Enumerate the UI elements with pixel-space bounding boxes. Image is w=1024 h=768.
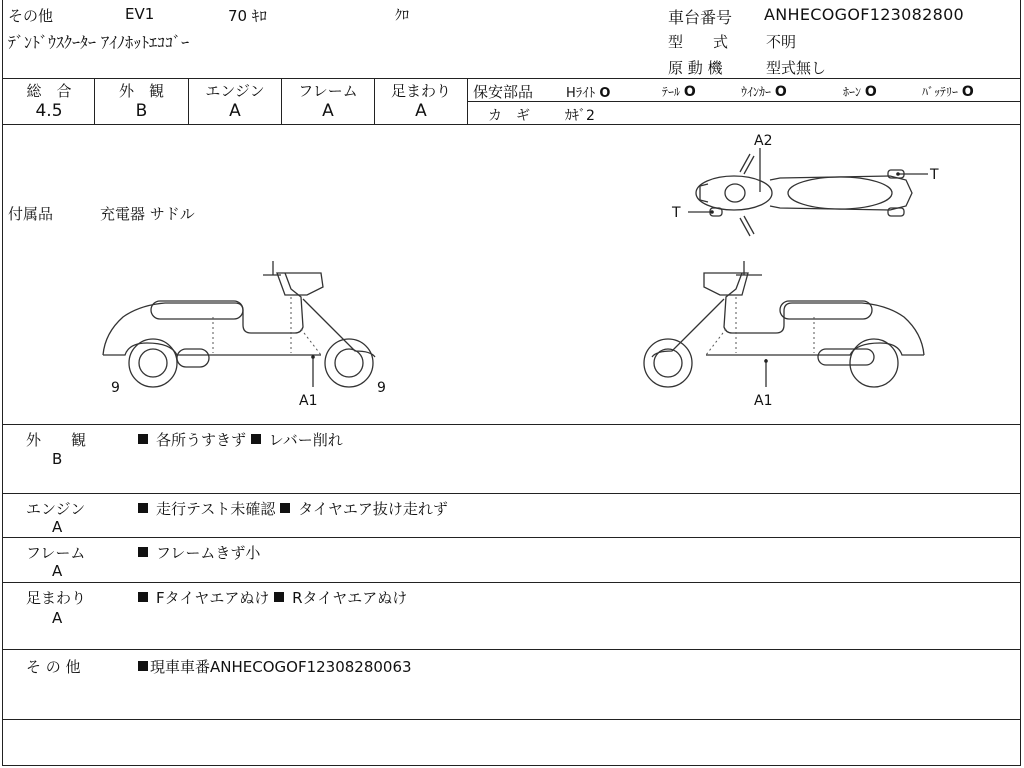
grade-divider <box>467 78 468 124</box>
front-wheel <box>325 339 373 387</box>
check-mark: O <box>683 84 696 100</box>
check-mark: O <box>864 84 877 100</box>
grade-value-engine: A <box>229 101 241 121</box>
grade-value-overall: 4.5 <box>35 101 63 121</box>
grade-value-suspension: A <box>415 101 427 121</box>
grade-value-exterior: B <box>135 101 148 121</box>
remark-title-frame: フレーム <box>26 544 86 562</box>
safety-item-headlight: Hﾗｲﾄ O <box>566 86 611 101</box>
grade-value-frame: A <box>322 101 334 121</box>
motor <box>818 349 874 365</box>
remark-title-engine: エンジン <box>26 500 86 518</box>
floor-body <box>770 176 912 210</box>
label-9-front: 9 <box>377 380 386 396</box>
label-9-rear: 9 <box>111 380 120 396</box>
front-hub <box>335 349 363 377</box>
rear-wheel <box>850 339 898 387</box>
remark-grade-engine: A <box>52 518 63 536</box>
check-mark: O <box>599 86 611 101</box>
remark-grade-suspension: A <box>52 609 63 627</box>
grade-label-engine: エンジン <box>205 82 265 100</box>
engine-type-value: 型式無し <box>766 59 827 77</box>
rule-remarks-top <box>2 424 1021 425</box>
bullet <box>138 592 148 602</box>
remark-notes-exterior: 各所うすきず レバー削れ <box>138 429 343 450</box>
front-cowl <box>652 299 724 357</box>
frame-number-value: ANHECOGOF123082800 <box>764 5 965 24</box>
remark-title-other: そ の 他 <box>26 658 81 676</box>
label-t-right: T <box>930 167 939 183</box>
rule-safety-mid <box>467 101 1021 102</box>
dot <box>311 355 315 359</box>
grade-label-suspension: 足まわり <box>390 82 451 100</box>
frame-dashes <box>706 297 814 355</box>
front-cowl <box>303 299 375 357</box>
seat <box>151 301 243 319</box>
headlight-top <box>725 184 745 202</box>
rule-remarks <box>2 493 1021 494</box>
mileage: 70 ｷﾛ <box>228 7 267 25</box>
check-mark: O <box>961 84 974 100</box>
scooter-right-view <box>632 255 932 415</box>
dot <box>710 210 714 214</box>
type-label: 型 式 <box>668 33 729 51</box>
dot <box>764 359 768 363</box>
label-a2: A2 <box>754 133 773 149</box>
bullet <box>138 434 148 444</box>
engine-type-label: 原 動 機 <box>668 59 723 77</box>
remark-title-suspension: 足まわり <box>26 589 87 607</box>
grade-label-frame: フレーム <box>298 82 358 100</box>
remark-notes-other: 現車車番ANHECOGOF12308280063 <box>138 656 412 677</box>
body-outline <box>724 273 924 355</box>
bullet <box>251 434 261 444</box>
remark-notes-suspension: Fタイヤエアぬけ Rタイヤエアぬけ <box>138 587 407 608</box>
remark-title-exterior: 外 観 <box>26 431 87 449</box>
remark-grade-exterior: B <box>52 450 63 468</box>
dot <box>896 172 900 176</box>
body-outline <box>103 273 303 355</box>
remark-notes-engine: 走行テスト未確認 タイヤエア抜け走れず <box>138 498 448 519</box>
grade-label-exterior: 外 観 <box>118 82 164 100</box>
key-label: カ ギ <box>488 108 530 124</box>
scooter-left-view <box>95 255 395 415</box>
rule-remarks <box>2 649 1021 650</box>
type-value: 不明 <box>766 33 797 51</box>
check-mark: O <box>774 84 787 100</box>
color: ｸﾛ <box>395 8 409 24</box>
handlebar-bottom <box>740 216 754 236</box>
motor <box>177 349 209 367</box>
bullet <box>138 547 148 557</box>
rule-grades-top <box>2 78 1021 79</box>
seat-top <box>788 177 892 209</box>
headset <box>277 273 323 295</box>
safety-item-tail: ﾃｰﾙ O <box>662 84 696 100</box>
label-t-left: T <box>672 205 681 221</box>
scooter-top-view <box>660 130 960 240</box>
remark-grade-frame: A <box>52 562 63 580</box>
rear-wheel <box>129 339 177 387</box>
seat <box>780 301 872 319</box>
bullet <box>138 661 148 671</box>
model-name: ﾃﾞﾝﾄﾞｳｽｸｰﾀｰ ｱｲﾉﾎｯﾄｴｺｺﾞｰ <box>8 33 190 52</box>
label-a1-left: A1 <box>299 393 318 409</box>
remark-notes-frame: フレームきず小 <box>138 542 260 563</box>
safety-title: 保安部品 <box>473 83 534 101</box>
safety-item-battery: ﾊﾞｯﾃﾘｰ O <box>922 84 974 100</box>
bullet <box>274 592 284 602</box>
rule-remarks-bottom <box>2 719 1021 720</box>
rule-remarks <box>2 537 1021 538</box>
safety-item-winker: ｳｲﾝｶｰ O <box>741 84 787 100</box>
handlebar-top <box>740 154 754 174</box>
label-a1-right: A1 <box>754 393 773 409</box>
accessories-label: 付属品 <box>8 205 54 223</box>
rear-hub <box>139 349 167 377</box>
safety-item-horn: ﾎｰﾝ O <box>843 84 877 100</box>
model-code: EV1 <box>125 5 155 23</box>
bullet <box>280 503 290 513</box>
maker: その他 <box>8 7 54 25</box>
frame-number-label: 車台番号 <box>668 8 733 27</box>
bullet <box>138 503 148 513</box>
front-hub <box>654 349 682 377</box>
front-wheel <box>644 339 692 387</box>
rule-remarks <box>2 582 1021 583</box>
grade-label-overall: 総 合 <box>26 82 72 100</box>
floor-line <box>103 343 321 355</box>
front-tip <box>700 184 708 202</box>
key-value: ｶｷﾞ2 <box>565 108 595 124</box>
floor-line <box>706 343 924 355</box>
accessories-value: 充電器 サドル <box>100 205 195 223</box>
winker-rear-bottom <box>888 208 904 216</box>
frame-dashes <box>213 297 321 355</box>
